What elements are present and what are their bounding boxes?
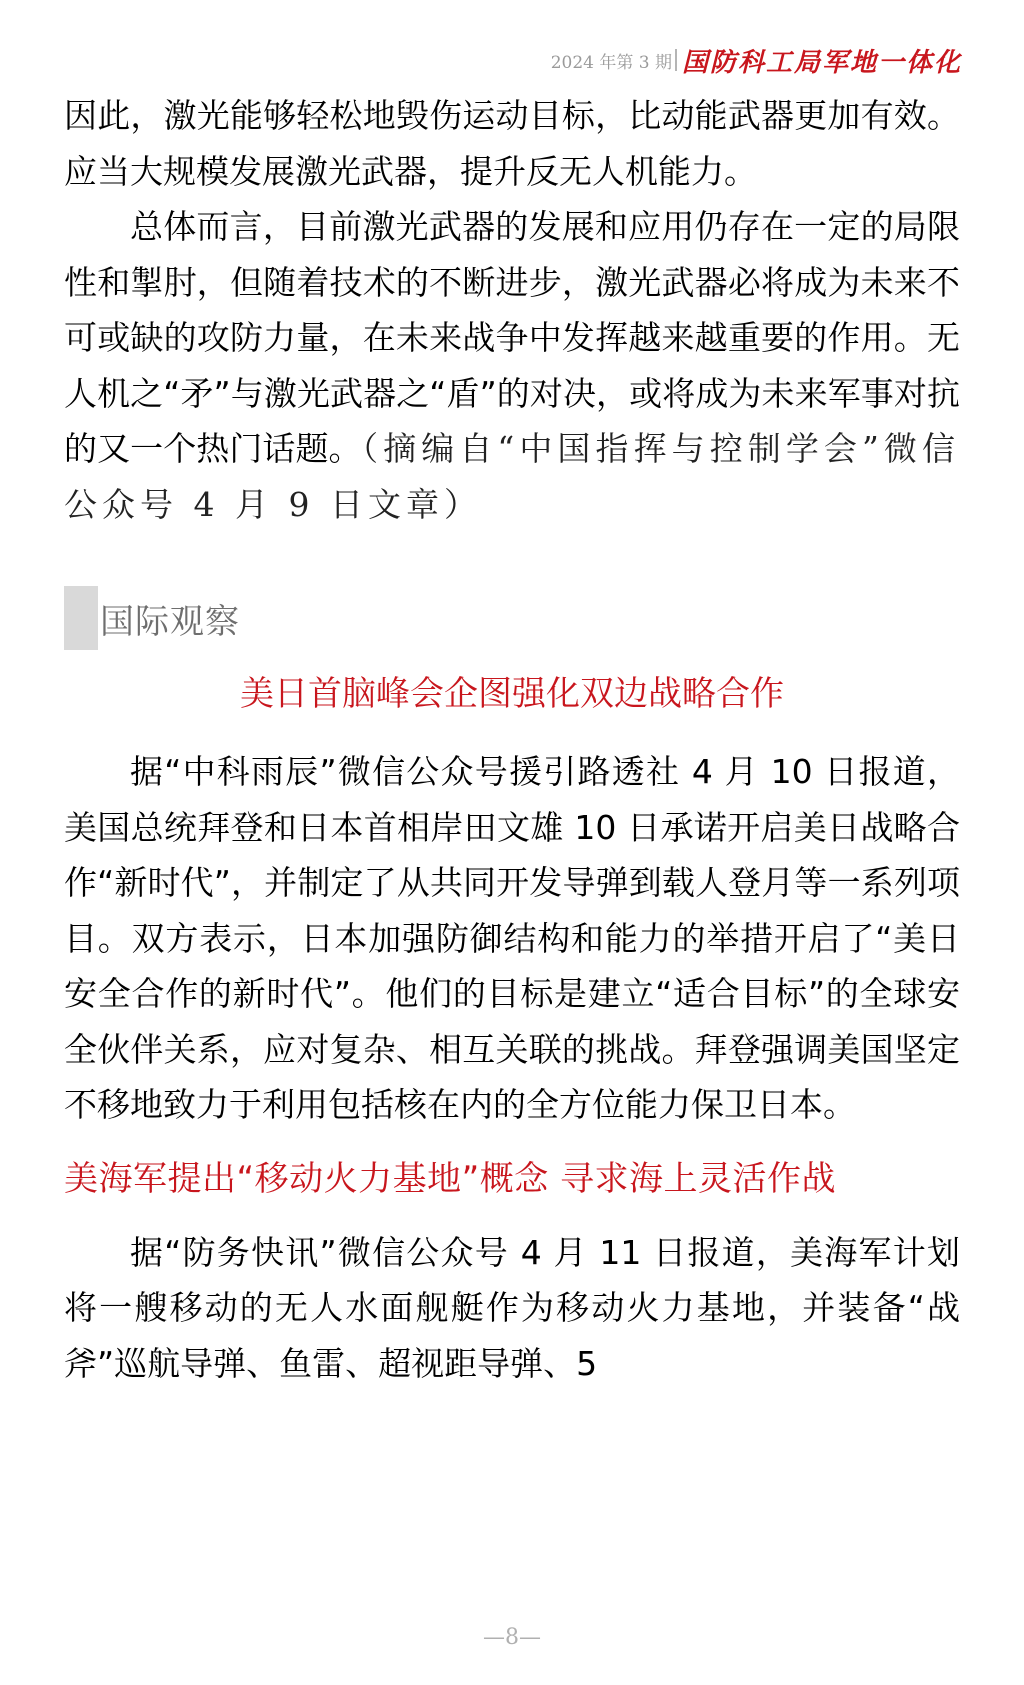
header-divider [675,49,677,71]
section-title: 国际观察 [100,601,240,642]
page-header [551,40,962,80]
summary-text: 总体而言，目前激光武器的发展和应用仍存在一定的局限性和掣肘，但随着技术的不断进步，激光武器必将成为未来不可或缺的攻防力量，在未来战争中发挥越来越重要的作用。无人机之“矛”与激光武器之“盾”的对决，或将成为未来军事对抗的又一个热门话题。 [64,207,960,468]
section-marker-bar [64,586,98,650]
news1-headline: 美日首脑峰会企图强化双边战略合作 [240,674,784,714]
news2-headline: 美海军提出“移动火力基地”概念 寻求海上灵活作战 [64,1158,837,1199]
publication-logo: 国防科工局军地一体化 [681,47,962,78]
article-tail-paragraph: 因此，激光能够轻松地毁伤运动目标，比动能武器更加有效。应当大规模发展激光武器，提升反无人机能力。 [64,96,960,191]
news1-body: 据“中科雨辰”微信公众号援引路透社 4 月 10 日报道，美国总统拜登和日本首相岸田文雄 10 日承诺开启美日战略合作“新时代”，并制定了从共同开发导弹到载人登月等一系列项目。双方表示，日本加强防御结构和能力的举措开启了“美日安全合作的新时代”。他们的目标是建立“适合目标”的全球安全伙伴关系，应对复杂、相互关联的挑战。拜登强调美国坚定不移地致力于利用包括核在内的全方位能力保卫日本。 [64,752,960,1124]
page-number: —8— [483,1625,541,1650]
page-content [64,88,960,1391]
news2-body: 据“防务快讯”微信公众号 4 月 11 日报道，美海军计划将一艘移动的无人水面舰艇作为移动火力基地，并装备“战斧”巡航导弹、鱼雷、超视距导弹、5 [64,1232,960,1383]
article-summary-paragraph [64,199,960,532]
section-label [64,586,960,650]
issue-number: 2024 年第 3 期 [550,52,672,73]
source-citation: （摘编自“中国指挥与控制学会”微信公众号 4 月 9 日文章） [64,429,961,524]
